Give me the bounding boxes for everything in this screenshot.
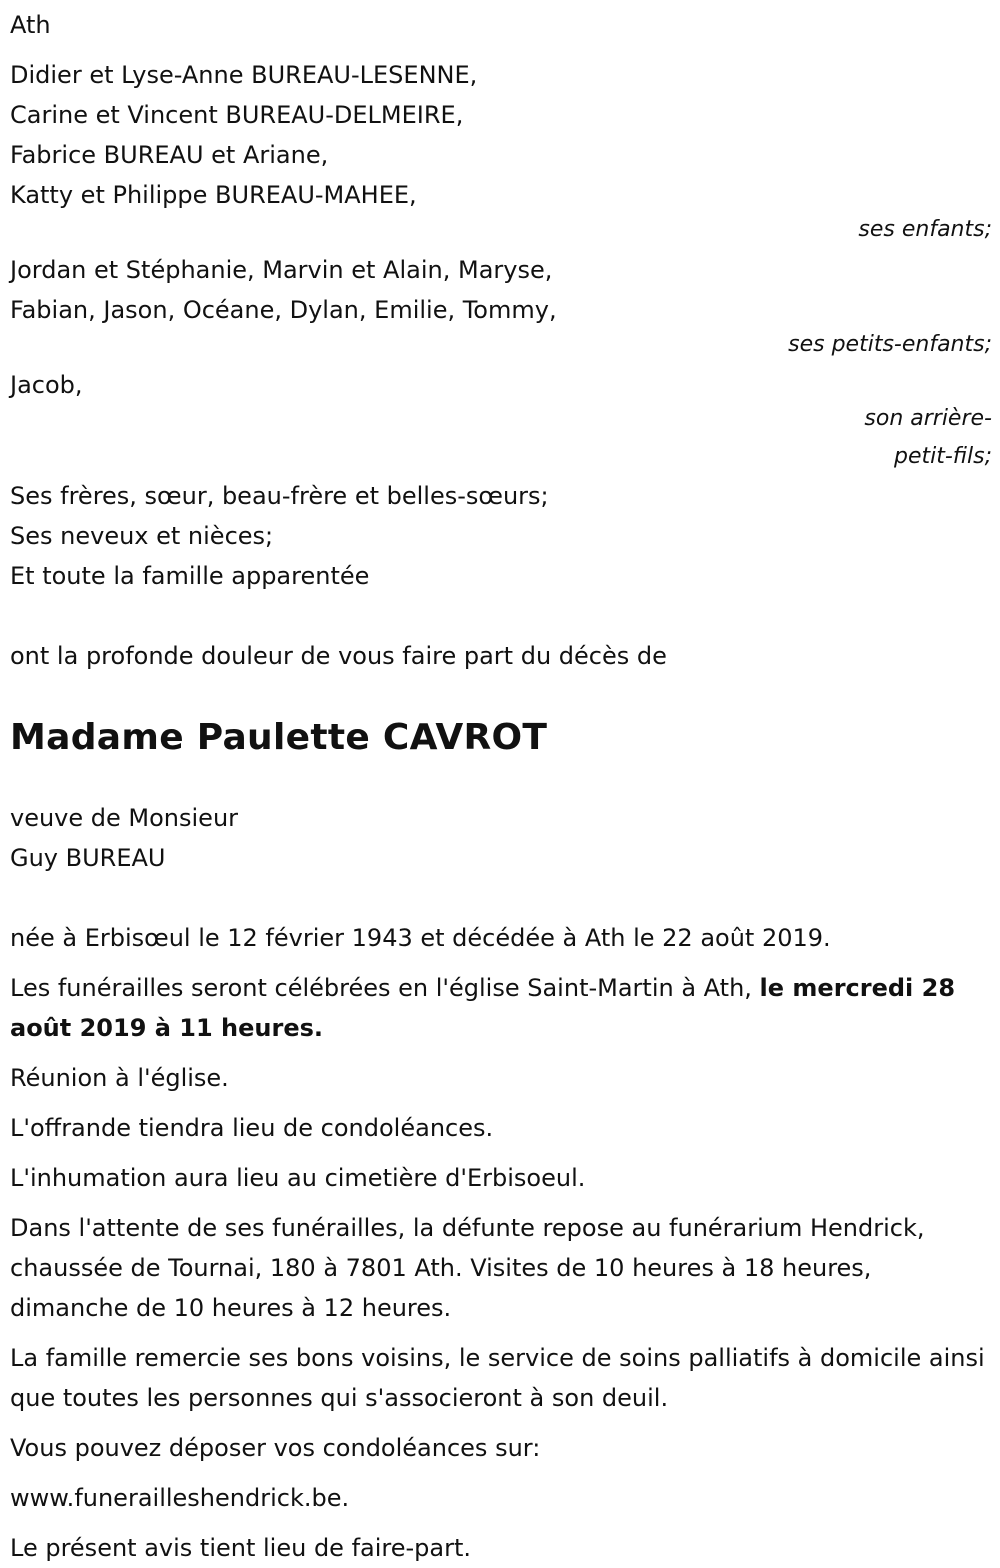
thanks-text: La famille remercie ses bons voisins, le service de soins palliatifs à domicile ainsi que toutes les personnes qui s'associeront à son deuil.: [10, 1344, 985, 1412]
website-link[interactable]: www.funerailleshendrick.be.: [10, 1484, 350, 1512]
viewing-text: Dans l'attente de ses funérailles, la défunte repose au funérarium Hendrick, chaussée de Tournai, 180 à 7801 Ath. Visites de 10 heures à 18 heures, dimanche de 10 heures à 12 heures.: [10, 1214, 925, 1322]
birth-death-text: née à Erbisœul le 12 février 1943 et décédée à Ath le 22 août 2019.: [10, 924, 831, 952]
location-heading: Ath: [10, 11, 51, 39]
great-grandchild-relation-label-1: son arrière-: [864, 406, 992, 431]
meeting-text: Réunion à l'église.: [10, 1064, 229, 1092]
spouse-line-2: Guy BUREAU: [10, 844, 166, 872]
announcement-intro: ont la profonde douleur de vous faire part du décès de: [10, 642, 667, 670]
grandchildren-section: [10, 250, 992, 365]
grandchild-line: Jordan et Stéphanie, Marvin et Alain, Maryse,: [10, 256, 553, 284]
condolences-intro: Vous pouvez déposer vos condoléances sur:: [10, 1434, 541, 1462]
funeral-text: Les funérailles seront célébrées en l'église Saint-Martin à Ath,: [10, 974, 760, 1002]
funeral-paragraph: [10, 968, 992, 1048]
spouse-line-1: veuve de Monsieur: [10, 804, 239, 832]
child-line: Carine et Vincent BUREAU-DELMEIRE,: [10, 101, 464, 129]
relatives-section: [10, 476, 992, 596]
burial-text: L'inhumation aura lieu au cimetière d'Erbisoeul.: [10, 1164, 586, 1192]
children-section: [10, 55, 992, 250]
relatives-line: Ses neveux et nièces;: [10, 522, 274, 550]
grandchildren-relation-label: ses petits-enfants;: [788, 332, 992, 357]
great-grandchild-line: Jacob,: [10, 371, 83, 399]
great-grandchild-relation-label-2: petit-fils;: [893, 444, 992, 469]
deceased-name: Madame Paulette CAVROT: [10, 717, 548, 758]
child-line: Katty et Philippe BUREAU-MAHEE,: [10, 181, 417, 209]
children-relation-label: ses enfants;: [858, 217, 992, 242]
spacer: [10, 878, 992, 918]
child-line: Fabrice BUREAU et Ariane,: [10, 141, 329, 169]
relatives-line: Et toute la famille apparentée: [10, 562, 370, 590]
closing-text: Le présent avis tient lieu de faire-part.: [10, 1534, 472, 1562]
funeral-date: le mercredi 28 août 2019 à 11 heures.: [10, 974, 956, 1042]
details-section: [10, 918, 992, 1568]
obituary-notice: [10, 5, 992, 1568]
spacer: [10, 596, 992, 636]
offering-text: L'offrande tiendra lieu de condoléances.: [10, 1114, 494, 1142]
grandchild-line: Fabian, Jason, Océane, Dylan, Emilie, Tommy,: [10, 296, 557, 324]
great-grandchildren-section: [10, 365, 992, 476]
child-line: Didier et Lyse-Anne BUREAU-LESENNE,: [10, 61, 478, 89]
relatives-line: Ses frères, sœur, beau-frère et belles-sœurs;: [10, 482, 549, 510]
